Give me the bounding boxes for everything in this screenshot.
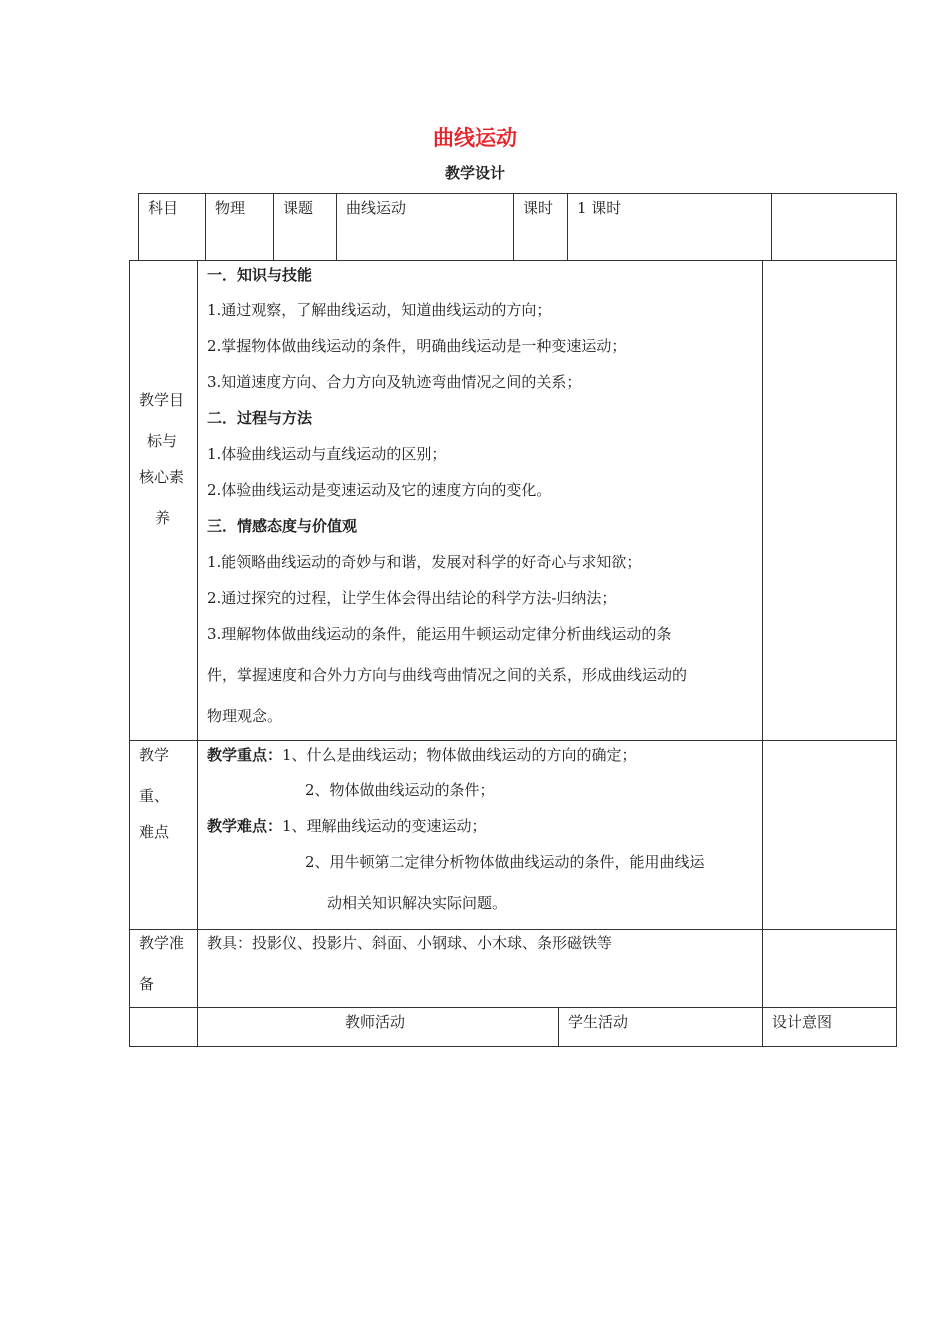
table-border <box>513 193 514 261</box>
table-border <box>205 193 206 261</box>
table-border <box>129 1046 897 1047</box>
table-border <box>558 1007 559 1047</box>
topic-label: 课题 <box>283 199 314 217</box>
key-point-item: 1、什么是曲线运动；物体做曲线运动的方向的确定； <box>282 746 637 764</box>
keypoints-label-line: 难点 <box>139 823 170 841</box>
table-border <box>138 193 897 194</box>
objective-item: 3.理解物体做曲线运动的条件，能运用牛顿运动定律分析曲线运动的条 <box>207 625 672 643</box>
section-title-process: 二．过程与方法 <box>207 409 313 427</box>
key-point-line <box>207 745 637 765</box>
document-subtitle: 教学设计 <box>444 164 505 182</box>
section-title-knowledge: 一．知识与技能 <box>207 266 313 284</box>
teacher-activity-header: 教师活动 <box>345 1013 406 1031</box>
table-border <box>129 260 897 261</box>
section-title-attitude: 三．情感态度与价值观 <box>207 517 358 535</box>
table-border <box>567 193 568 261</box>
subject-value: 物理 <box>215 199 246 217</box>
difficulty-item: 1、理解曲线运动的变速运动； <box>282 817 487 835</box>
table-border <box>771 193 772 261</box>
design-intent-header: 设计意图 <box>772 1013 833 1031</box>
objective-item: 1.体验曲线运动与直线运动的区别； <box>207 445 447 463</box>
hours-label: 课时 <box>523 199 554 217</box>
objective-item: 2.体验曲线运动是变速运动及它的速度方向的变化。 <box>207 481 552 499</box>
objective-item: 件，掌握速度和合外力方向与曲线弯曲情况之间的关系，形成曲线运动的 <box>207 666 688 684</box>
objectives-label-line: 教学目 <box>139 391 185 409</box>
objective-item: 1.能领略曲线运动的奇妙与和谐，发展对科学的好奇心与求知欲； <box>207 553 642 571</box>
table-border <box>138 193 139 261</box>
objective-item: 3.知道速度方向、合力方向及轨迹弯曲情况之间的关系； <box>207 373 582 391</box>
objectives-label-line: 养 <box>155 509 171 527</box>
table-border <box>129 740 897 741</box>
table-border <box>896 193 897 1047</box>
student-activity-header: 学生活动 <box>568 1013 629 1031</box>
keypoints-label-line: 重、 <box>139 787 170 805</box>
document-title: 曲线运动 <box>433 126 517 150</box>
prep-label-line: 教学准 <box>139 934 185 952</box>
objective-item: 物理观念。 <box>207 707 283 725</box>
difficulty-label: 教学难点： <box>207 817 283 835</box>
key-point-label: 教学重点： <box>207 746 283 764</box>
prep-label-line: 备 <box>139 975 155 993</box>
prep-content: 教具：投影仪、投影片、斜面、小钢球、小木球、条形磁铁等 <box>207 934 613 952</box>
objective-item: 1.通过观察，了解曲线运动，知道曲线运动的方向； <box>207 301 552 319</box>
difficulty-line <box>207 816 487 836</box>
objectives-label-line: 核心素 <box>139 468 185 486</box>
hours-value: 1 课时 <box>577 199 622 217</box>
key-point-item: 2、物体做曲线运动的条件； <box>305 781 495 799</box>
table-border <box>129 1007 897 1008</box>
subject-label: 科目 <box>148 199 179 217</box>
topic-value: 曲线运动 <box>346 199 407 217</box>
table-border <box>273 193 274 261</box>
objectives-label-line: 标与 <box>147 432 178 450</box>
objective-item: 2.通过探究的过程，让学生体会得出结论的科学方法-归纳法； <box>207 589 617 607</box>
keypoints-label-line: 教学 <box>139 746 170 764</box>
difficulty-item: 动相关知识解决实际问题。 <box>327 894 508 912</box>
objective-item: 2.掌握物体做曲线运动的条件，明确曲线运动是一种变速运动； <box>207 337 627 355</box>
table-border <box>129 929 897 930</box>
table-border <box>336 193 337 261</box>
difficulty-item: 2、用牛顿第二定律分析物体做曲线运动的条件，能用曲线运 <box>305 853 705 871</box>
